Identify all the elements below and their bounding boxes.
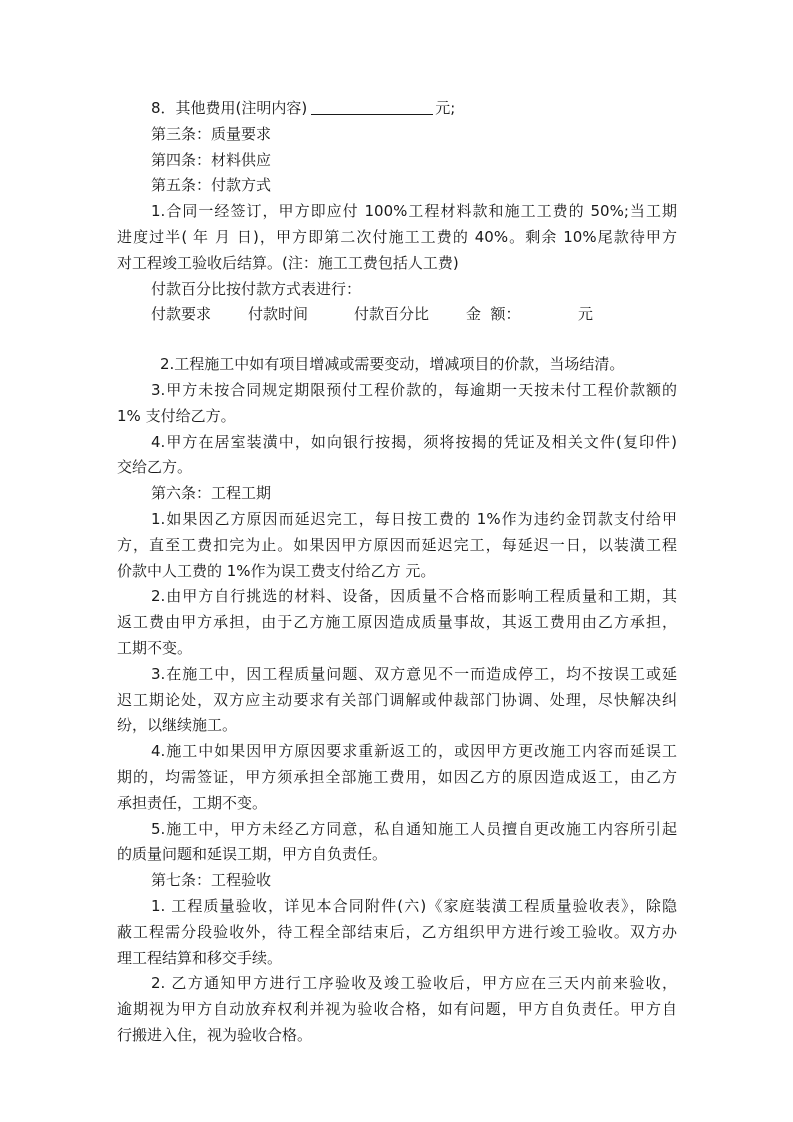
text-line: 期的，均需签证，甲方须承担全部施工费用，如因乙方的原因造成返工，由乙方 — [117, 767, 677, 786]
article-heading: 第三条：质量要求 — [151, 124, 272, 143]
text-line: 理工程结算和移交手续。 — [117, 948, 283, 967]
text-line: 3.在施工中，因工程质量问题、双方意见不一而造成停工，均不按误工或延 — [151, 664, 677, 683]
payment-table-header — [117, 302, 677, 328]
text-line: 工期不变。 — [117, 638, 193, 657]
text-line — [117, 96, 677, 122]
currency-unit: 元; — [435, 99, 456, 117]
col-payment-percent: 付款百分比 — [354, 305, 430, 324]
text-line: 1% 支付给乙方。 — [117, 406, 236, 425]
text-line: 进度过半( 年 月 日)，甲方即第二次付施工工费的 40%。剩余 10%尾款待甲方 — [117, 227, 677, 246]
col-amount-unit: 元 — [578, 305, 594, 324]
col-payment-requirement: 付款要求 — [151, 305, 212, 324]
text-line: 1.如果因乙方原因而延迟完工，每日按工费的 1%作为违约金罚款支付给甲 — [151, 509, 677, 528]
text-line: 蔽工程需分段验收外，待工程全部结束后，乙方组织甲方进行竣工验收。双方办 — [117, 922, 677, 941]
text-line: 方，直至工费扣完为止。如果因甲方原因而延迟完工，每延迟一日，以装潢工程 — [117, 535, 677, 554]
text-line: 1. 工程质量验收，详见本合同附件(六)《家庭装潢工程质量验收表》，除隐 — [151, 896, 677, 915]
text-line: 3.甲方未按合同规定期限预付工程价款的，每逾期一天按未付工程价款额的 — [151, 380, 677, 399]
text-line: 返工费由甲方承担，由于乙方施工原因造成质量事故，其返工费用由乙方承担， — [117, 613, 677, 632]
text-line: 2.由甲方自行挑选的材料、设备，因质量不合格而影响工程质量和工期，其 — [151, 587, 677, 606]
text-line: 交给乙方。 — [117, 458, 193, 477]
fill-blank — [311, 98, 433, 115]
article-heading: 第六条：工程工期 — [151, 484, 272, 503]
article-heading: 第四条：材料供应 — [151, 150, 272, 169]
other-fees-label: 8．其他费用(注明内容) — [151, 99, 308, 117]
text-line: 2.工程施工中如有项目增减或需要变动，增减项目的价款，当场结清。 — [160, 355, 625, 374]
text-line: 迟工期论处，双方应主动要求有关部门调解或仲裁部门协调、处理，尽快解决纠 — [117, 690, 677, 709]
text-line: 对工程竣工验收后结算。(注：施工工费包括人工费) — [117, 253, 459, 272]
text-line: 5.施工中，甲方未经乙方同意，私自通知施工人员擅自更改施工内容所引起 — [151, 819, 677, 838]
text-line: 纷，以继续施工。 — [117, 716, 238, 735]
text-line: 的质量问题和延误工期，甲方自负责任。 — [117, 845, 388, 864]
text-line: 承担责任，工期不变。 — [117, 793, 268, 812]
document-body — [117, 96, 677, 1049]
text-line: 行搬进入住，视为验收合格。 — [117, 1025, 313, 1044]
text-line: 1.合同一经签订，甲方即应付 100%工程材料款和施工工费的 50%;当工期 — [151, 202, 677, 221]
col-payment-time: 付款时间 — [248, 305, 309, 324]
text-line: 价款中人工费的 1%作为误工费支付给乙方 元。 — [117, 561, 436, 580]
text-line: 4.甲方在居室装潢中，如向银行按揭，须将按揭的凭证及相关文件(复印件) — [151, 432, 677, 451]
article-heading: 第七条：工程验收 — [151, 871, 272, 890]
article-heading: 第五条：付款方式 — [151, 176, 272, 195]
text-line: 逾期视为甲方自动放弃权利并视为验收合格，如有问题，甲方自负责任。甲方自 — [117, 1000, 677, 1019]
text-line: 付款百分比按付款方式表进行： — [151, 279, 362, 298]
col-amount: 金 额： — [466, 305, 521, 324]
text-line: 4.施工中如果因甲方原因要求重新返工的，或因甲方更改施工内容而延误工 — [151, 742, 677, 761]
text-line: 2. 乙方通知甲方进行工序验收及竣工验收后，甲方应在三天内前来验收， — [151, 974, 677, 993]
